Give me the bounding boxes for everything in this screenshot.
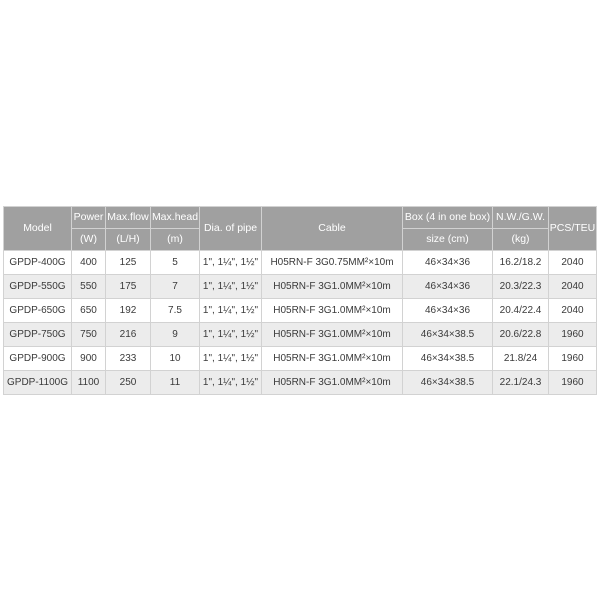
cell-model: GPDP-900G (4, 347, 72, 371)
cell-head: 7.5 (151, 299, 200, 323)
cell-flow: 175 (106, 275, 151, 299)
cell-flow: 192 (106, 299, 151, 323)
cell-box: 46×34×36 (403, 251, 493, 275)
header-pipe: Dia. of pipe (200, 207, 262, 251)
header-weight: N.W./G.W. (493, 207, 549, 229)
cell-box: 46×34×36 (403, 299, 493, 323)
cell-head: 7 (151, 275, 200, 299)
header-power: Power (72, 207, 106, 229)
cell-cable: H05RN-F 3G1.0MM²×10m (262, 299, 403, 323)
cell-cable: H05RN-F 3G1.0MM²×10m (262, 371, 403, 395)
cell-pcs: 1960 (549, 323, 597, 347)
cell-box: 46×34×38.5 (403, 347, 493, 371)
cell-model: GPDP-1100G (4, 371, 72, 395)
cell-pcs: 1960 (549, 347, 597, 371)
cell-cable: H05RN-F 3G1.0MM²×10m (262, 347, 403, 371)
header-box-unit: size (cm) (403, 229, 493, 251)
cell-weight: 20.3/22.3 (493, 275, 549, 299)
table-row (4, 347, 597, 371)
header-cable: Cable (262, 207, 403, 251)
cell-model: GPDP-550G (4, 275, 72, 299)
cell-model: GPDP-750G (4, 323, 72, 347)
cell-pipe: 1", 1¼", 1½" (200, 371, 262, 395)
cell-pcs: 2040 (549, 251, 597, 275)
table-body (4, 251, 597, 395)
pump-spec-table (3, 206, 597, 395)
cell-weight: 20.4/22.4 (493, 299, 549, 323)
table-row (4, 323, 597, 347)
table-header (4, 207, 597, 251)
header-weight-unit: (kg) (493, 229, 549, 251)
cell-flow: 216 (106, 323, 151, 347)
cell-head: 9 (151, 323, 200, 347)
cell-power: 750 (72, 323, 106, 347)
table-row (4, 275, 597, 299)
header-max-flow-unit: (L/H) (106, 229, 151, 251)
cell-box: 46×34×36 (403, 275, 493, 299)
cell-head: 10 (151, 347, 200, 371)
header-power-unit: (W) (72, 229, 106, 251)
table-row (4, 371, 597, 395)
cell-pcs: 2040 (549, 299, 597, 323)
cell-model: GPDP-650G (4, 299, 72, 323)
cell-power: 1100 (72, 371, 106, 395)
cell-flow: 250 (106, 371, 151, 395)
cell-head: 11 (151, 371, 200, 395)
cell-cable: H05RN-F 3G0.75MM²×10m (262, 251, 403, 275)
cell-pcs: 1960 (549, 371, 597, 395)
table-row (4, 299, 597, 323)
header-pcs: PCS/TEU (549, 207, 597, 251)
header-max-flow: Max.flow (106, 207, 151, 229)
cell-power: 550 (72, 275, 106, 299)
cell-pipe: 1", 1¼", 1½" (200, 347, 262, 371)
cell-cable: H05RN-F 3G1.0MM²×10m (262, 275, 403, 299)
cell-power: 400 (72, 251, 106, 275)
cell-pipe: 1", 1¼", 1½" (200, 323, 262, 347)
cell-pcs: 2040 (549, 275, 597, 299)
cell-weight: 21.8/24 (493, 347, 549, 371)
cell-box: 46×34×38.5 (403, 371, 493, 395)
cell-flow: 233 (106, 347, 151, 371)
cell-power: 650 (72, 299, 106, 323)
header-max-head-unit: (m) (151, 229, 200, 251)
header-max-head: Max.head (151, 207, 200, 229)
cell-pipe: 1", 1¼", 1½" (200, 251, 262, 275)
cell-head: 5 (151, 251, 200, 275)
cell-weight: 16.2/18.2 (493, 251, 549, 275)
header-box: Box (4 in one box) (403, 207, 493, 229)
cell-cable: H05RN-F 3G1.0MM²×10m (262, 323, 403, 347)
cell-model: GPDP-400G (4, 251, 72, 275)
cell-box: 46×34×38.5 (403, 323, 493, 347)
header-row-top (4, 207, 597, 229)
cell-power: 900 (72, 347, 106, 371)
table-row (4, 251, 597, 275)
cell-flow: 125 (106, 251, 151, 275)
cell-weight: 22.1/24.3 (493, 371, 549, 395)
header-model: Model (4, 207, 72, 251)
cell-pipe: 1", 1¼", 1½" (200, 275, 262, 299)
cell-pipe: 1", 1¼", 1½" (200, 299, 262, 323)
cell-weight: 20.6/22.8 (493, 323, 549, 347)
